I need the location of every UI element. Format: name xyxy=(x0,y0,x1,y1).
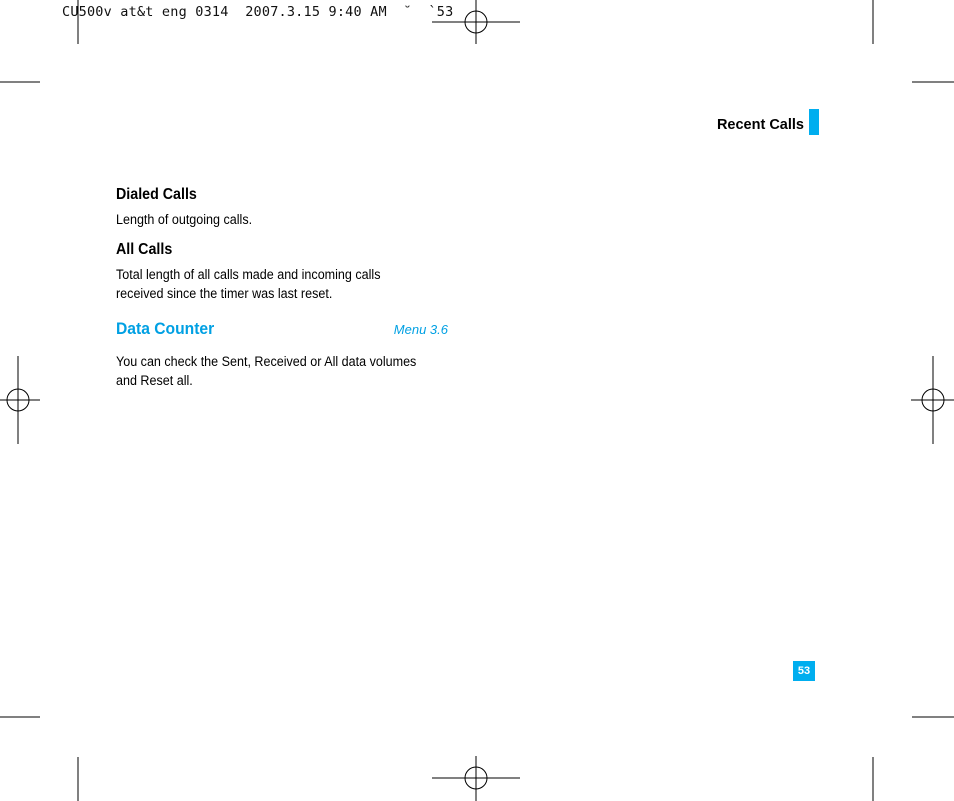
registration-mark-bottom xyxy=(432,756,520,801)
data-counter-body-line1: You can check the Sent, Received or All data volumes xyxy=(116,354,417,369)
print-slug: CU500v at&t eng 0314 2007.3.15 9:40 AM ˘ `53 xyxy=(62,4,454,20)
registration-mark-top xyxy=(432,0,520,44)
page-number: 53 xyxy=(793,661,815,681)
chapter-tab-marker xyxy=(809,109,819,135)
registration-mark-left xyxy=(0,356,40,444)
data-counter-heading: Data Counter xyxy=(116,319,215,338)
registration-mark-right xyxy=(911,356,954,444)
all-calls-heading: All Calls xyxy=(116,241,173,258)
all-calls-body-line1: Total length of all calls made and incoming calls xyxy=(116,267,381,282)
running-header-title: Recent Calls xyxy=(716,117,804,133)
data-counter-menu-ref: Menu 3.6 xyxy=(393,322,448,337)
page-content xyxy=(116,186,446,390)
data-counter-body-line2: and Reset all. xyxy=(116,373,193,388)
dialed-calls-body: Length of outgoing calls. xyxy=(116,212,253,227)
data-counter-heading-row xyxy=(116,319,446,341)
dialed-calls-heading: Dialed Calls xyxy=(116,186,197,203)
all-calls-body-line2: received since the timer was last reset. xyxy=(116,286,333,301)
